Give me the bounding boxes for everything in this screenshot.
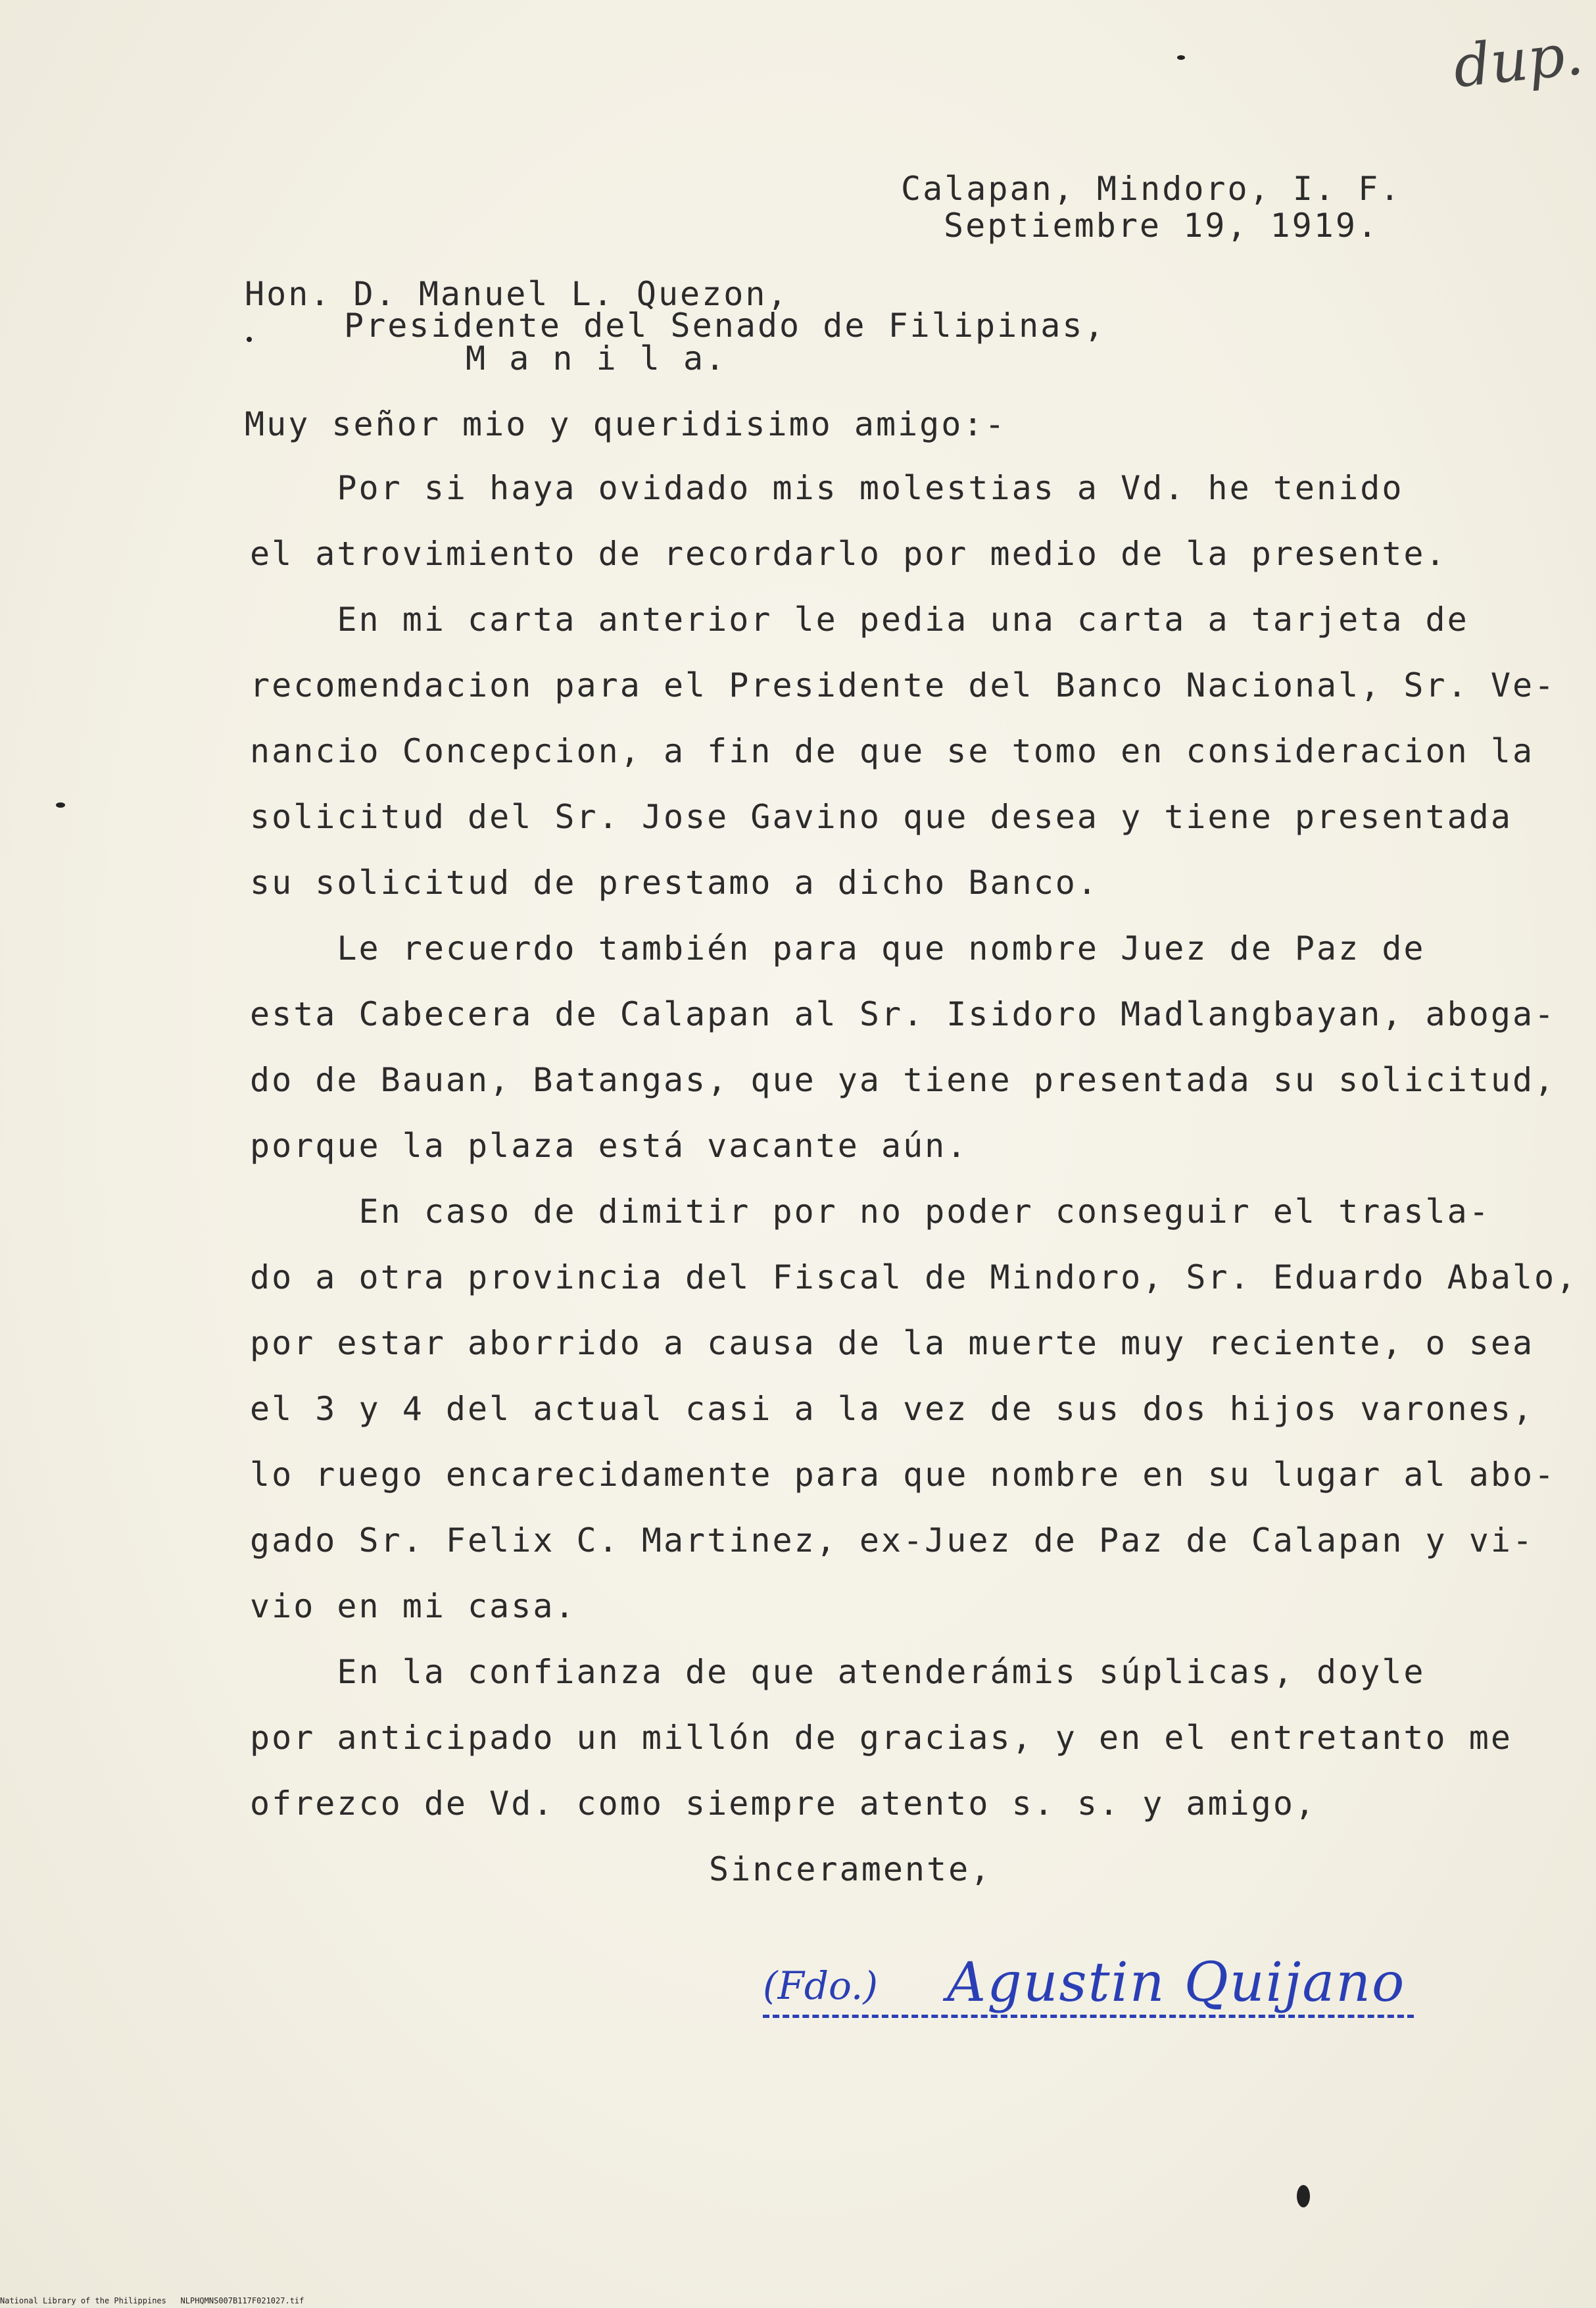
body-line: En la confianza de que atenderámis súplicas, doyle xyxy=(250,1653,1426,1691)
addressee-title: Presidente del Senado de Filipinas, xyxy=(344,307,1106,345)
body-line: esta Cabecera de Calapan al Sr. Isidoro Madlangbayan, aboga- xyxy=(250,995,1557,1033)
body-line: gado Sr. Felix C. Martinez, ex-Juez de Paz de Calapan y vi- xyxy=(250,1521,1535,1559)
body-line: porque la plaza está vacante aún. xyxy=(250,1127,969,1165)
ink-spot xyxy=(1297,2185,1310,2207)
body-line: ofrezco de Vd. como siempre atento s. s. y amigo, xyxy=(250,1784,1317,1823)
body-line: do a otra provincia del Fiscal de Mindoro, Sr. Eduardo Abalo, xyxy=(250,1258,1578,1296)
body-line: do de Bauan, Batangas, que ya tiene presentada su solicitud, xyxy=(250,1061,1557,1099)
body-line: nancio Concepcion, a fin de que se tomo en consideracion la xyxy=(250,732,1535,770)
closing: Sinceramente, xyxy=(709,1850,992,1888)
addressee-city: M a n i l a. xyxy=(466,339,727,378)
handwritten-annotation: dup. xyxy=(1450,19,1587,101)
body-line: por anticipado un millón de gracias, y en el entretanto me xyxy=(250,1719,1512,1757)
ink-spot xyxy=(247,337,252,342)
body-line: vio en mi casa. xyxy=(250,1587,577,1625)
signature-block xyxy=(763,1952,1420,2042)
salutation: Muy señor mio y queridisimo amigo:- xyxy=(245,405,1007,443)
signature-line xyxy=(763,2015,1414,2018)
body-line: Le recuerdo también para que nombre Juez de Paz de xyxy=(250,929,1426,968)
ink-spot xyxy=(1177,55,1185,60)
body-line: Por si haya ovidado mis molestias a Vd. he tenido xyxy=(250,469,1404,507)
body-line: por estar aborrido a causa de la muerte muy reciente, o sea xyxy=(250,1324,1535,1362)
signature-prefix: (Fdo.) xyxy=(763,1963,878,2008)
ink-spot xyxy=(56,802,65,808)
body-line: el atrovimiento de recordarlo por medio de la presente. xyxy=(250,535,1447,573)
body-line: lo ruego encarecidamente para que nombre en su lugar al abo- xyxy=(250,1456,1557,1494)
letter-date: Septiembre 19, 1919. xyxy=(944,207,1380,245)
addressee-name: Hon. D. Manuel L. Quezon, xyxy=(245,275,789,313)
body-line: el 3 y 4 del actual casi a la vez de sus dos hijos varones, xyxy=(250,1390,1535,1428)
body-line: En mi carta anterior le pedia una carta a tarjeta de xyxy=(250,601,1469,639)
body-line: su solicitud de prestamo a dicho Banco. xyxy=(250,864,1099,902)
body-line: En caso de dimitir por no poder conseguir el trasla- xyxy=(250,1192,1491,1231)
signature-name: Agustin Quijano xyxy=(947,1952,1406,2014)
scan-footer: National Library of the Philippines NLPHQMNS007B117F021027.tif xyxy=(0,2296,304,2305)
body-line: recomendacion para el Presidente del Banco Nacional, Sr. Ve- xyxy=(250,666,1557,704)
body-line: solicitud del Sr. Jose Gavino que desea y tiene presentada xyxy=(250,798,1512,836)
letter-place: Calapan, Mindoro, I. F. xyxy=(901,170,1402,208)
